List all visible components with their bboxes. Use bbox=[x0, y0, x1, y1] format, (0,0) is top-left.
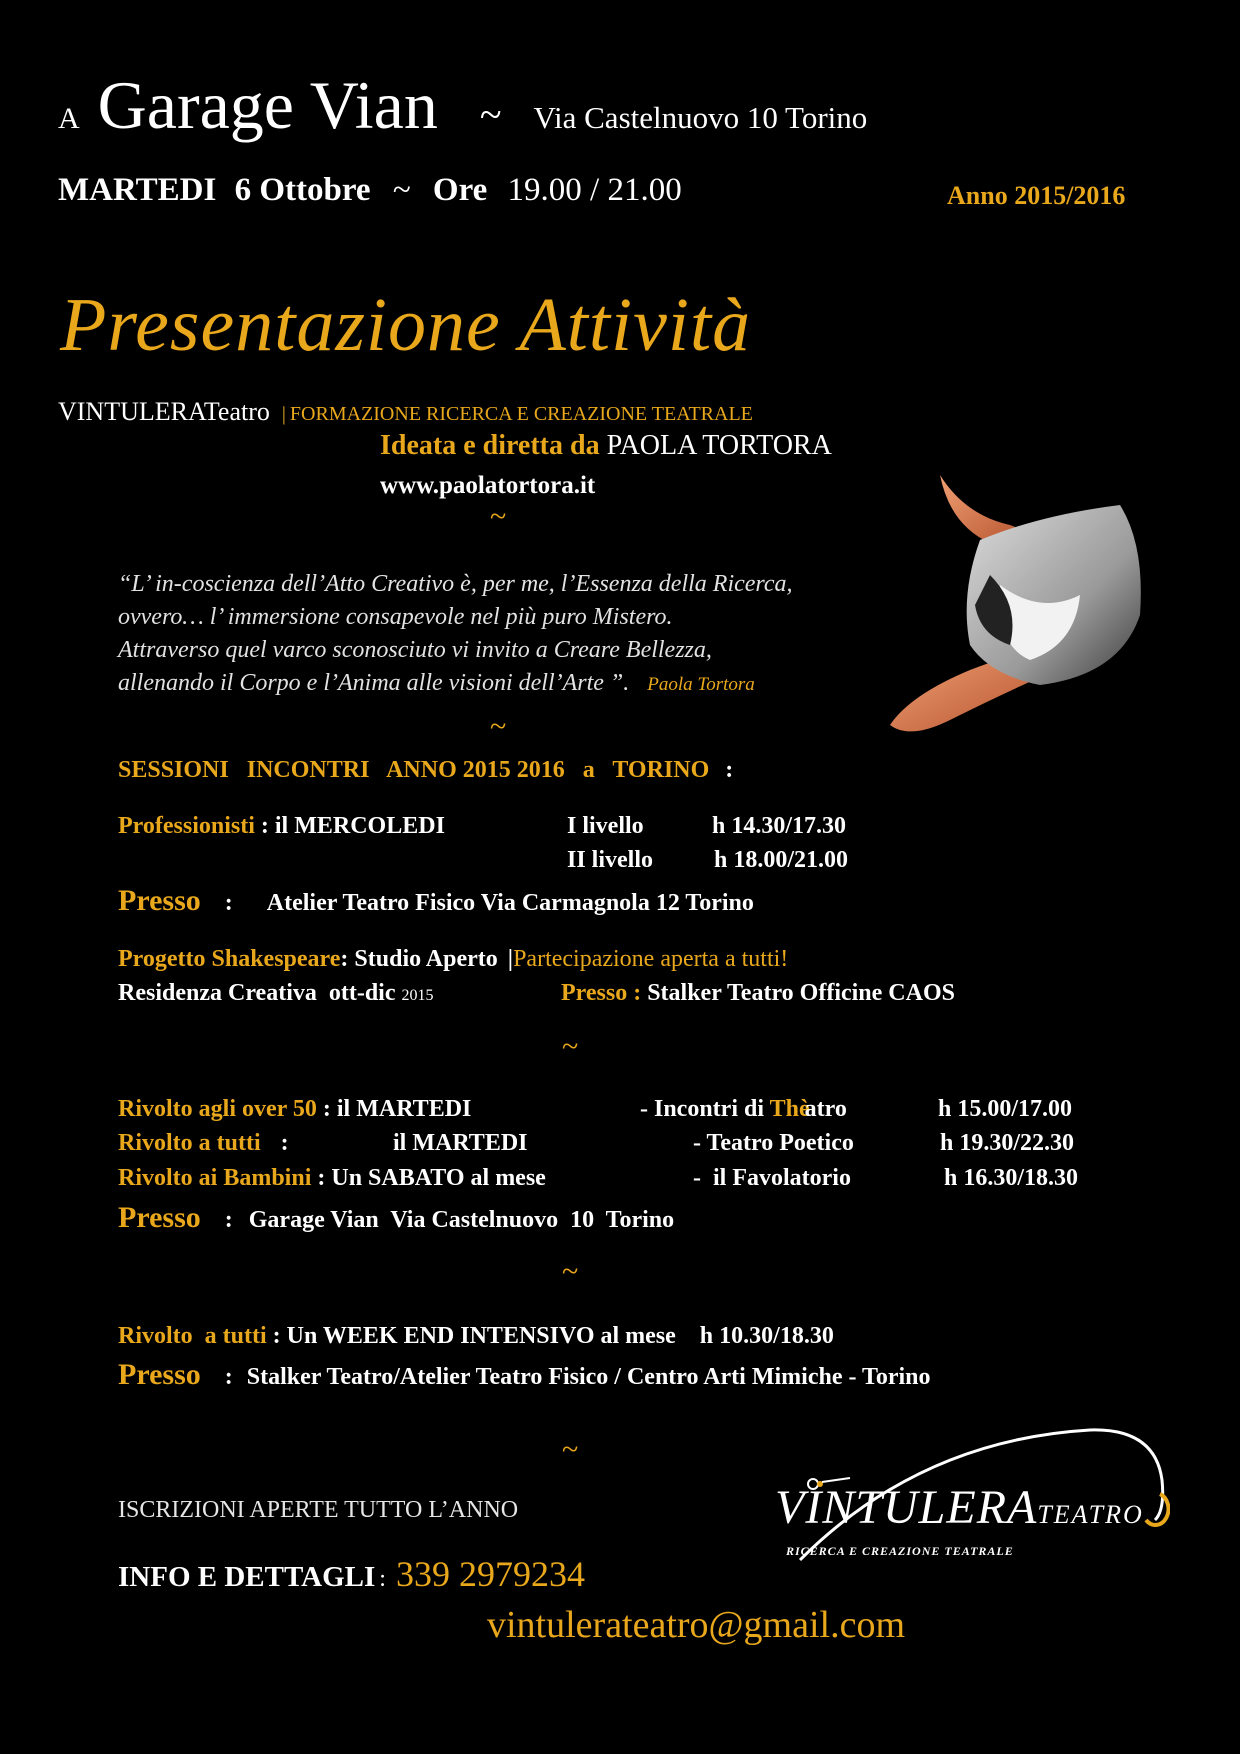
residence-presso bbox=[561, 980, 955, 1007]
professionals-colon: : bbox=[260, 813, 269, 839]
presso-2 bbox=[118, 1201, 674, 1235]
separator-2: ~ bbox=[490, 710, 507, 743]
venue-line bbox=[58, 66, 868, 143]
quote-line-1: “L’ in-coscienza dell’Atto Creativo è, per me, l’Essenza della Ricerca, bbox=[118, 571, 793, 597]
director-line bbox=[380, 430, 832, 462]
logo-suffix: TEATRO bbox=[1037, 1500, 1144, 1529]
shakespeare-text: Studio Aperto bbox=[354, 946, 498, 972]
residence-row bbox=[118, 980, 434, 1007]
weekend-colon: : bbox=[272, 1323, 281, 1349]
weekend-row bbox=[118, 1323, 834, 1350]
bambini-time: h 16.30/18.30 bbox=[944, 1165, 1079, 1191]
email-link[interactable]: vintulerateatro@gmail.com bbox=[487, 1604, 906, 1646]
presso-3 bbox=[118, 1358, 931, 1392]
tutti-label: Rivolto a tutti bbox=[118, 1130, 261, 1156]
professionals-day: il MERCOLEDI bbox=[274, 813, 445, 839]
presso-2-label: Presso bbox=[118, 1201, 201, 1234]
weekend-text: Un WEEK END INTENSIVO al mese bbox=[286, 1323, 676, 1349]
presso-2-place: Garage Vian Via Castelnuovo 10 Torino bbox=[248, 1207, 675, 1233]
presso-1-place: Atelier Teatro Fisico Via Carmagnola 12 Torino bbox=[266, 890, 754, 916]
shakespeare-open: Partecipazione aperta a tutti! bbox=[513, 946, 789, 972]
quote-block bbox=[118, 568, 793, 701]
director-name: PAOLA TORTORA bbox=[606, 430, 832, 461]
tutti-row bbox=[118, 1130, 289, 1157]
weekend-time: h 10.30/18.30 bbox=[699, 1323, 834, 1349]
sessions-heading-wrap bbox=[118, 757, 733, 784]
professionals-level2: II livello bbox=[567, 847, 654, 873]
date-line bbox=[58, 172, 682, 209]
event-time: 19.00 / 21.00 bbox=[507, 172, 682, 208]
tutti-activity: - Teatro Poetico bbox=[693, 1130, 854, 1156]
date-sep: ~ bbox=[392, 172, 411, 208]
separator-5: ~ bbox=[562, 1433, 579, 1466]
logo-sub: RICERCA E CREAZIONE TEATRALE bbox=[786, 1544, 1014, 1558]
venue-sep: ~ bbox=[479, 92, 502, 137]
logo-main: VINTULERA bbox=[775, 1481, 1038, 1534]
professionals-time1: h 14.30/17.30 bbox=[712, 813, 847, 839]
professionals-time2: h 18.00/21.00 bbox=[714, 847, 849, 873]
venue-prefix: A bbox=[58, 102, 80, 135]
shakespeare-pipe: | bbox=[507, 946, 514, 972]
professionals-label: Professionisti bbox=[118, 813, 255, 839]
info-colon: : bbox=[379, 1566, 386, 1592]
presso-3-colon: : bbox=[224, 1364, 233, 1390]
info-label: INFO E DETTAGLI bbox=[118, 1561, 376, 1593]
professionals-level1: I livello bbox=[567, 813, 644, 839]
over50-row bbox=[118, 1096, 471, 1123]
bambini-colon: : bbox=[317, 1165, 326, 1191]
quote-line-4: allenando il Corpo e l’Anima alle visioni dell’Arte ”. bbox=[118, 670, 630, 696]
logo-o-ring bbox=[1140, 1490, 1170, 1530]
logo bbox=[775, 1480, 1144, 1535]
company-pipe: | bbox=[281, 403, 286, 425]
over50-colon: : bbox=[322, 1096, 331, 1122]
quote-line-4-wrap bbox=[118, 667, 793, 701]
over50-activity-post: atro bbox=[804, 1096, 847, 1122]
bambini-day: Un SABATO al mese bbox=[331, 1165, 546, 1191]
over50-day: il MARTEDI bbox=[336, 1096, 472, 1122]
weekend-label: Rivolto a tutti bbox=[118, 1323, 267, 1349]
residence-place: Stalker Teatro Officine CAOS bbox=[647, 980, 955, 1006]
quote-line-3: Attraverso quel varco sconosciuto vi invito a Creare Bellezza, bbox=[118, 637, 712, 663]
season-year: Anno 2015/2016 bbox=[947, 181, 1126, 210]
company-name: VINTULERATeatro bbox=[58, 397, 270, 426]
hand-image bbox=[870, 445, 1170, 765]
bambini-activity: - il Favolatorio bbox=[693, 1165, 851, 1191]
quote-author: Paola Tortora bbox=[647, 674, 755, 695]
company-tagline: FORMAZIONE RICERCA E CREAZIONE TEATRALE bbox=[289, 403, 753, 425]
bambini-row bbox=[118, 1165, 546, 1192]
venue-address: Via Castelnuovo 10 Torino bbox=[533, 100, 868, 135]
presso-3-place: Stalker Teatro/Atelier Teatro Fisico / Centro Arti Mimiche - Torino bbox=[246, 1364, 931, 1390]
separator-1: ~ bbox=[490, 500, 507, 533]
presso-1-colon: : bbox=[224, 890, 233, 916]
presso-2-colon: : bbox=[224, 1207, 233, 1233]
ore-label: Ore bbox=[432, 172, 488, 208]
shakespeare-row bbox=[118, 946, 788, 973]
phone-number[interactable]: 339 2979234 bbox=[395, 1554, 585, 1594]
sessions-heading: SESSIONI INCONTRI ANNO 2015 2016 a TORINO bbox=[118, 757, 710, 783]
residence-presso-label: Presso : bbox=[561, 980, 642, 1006]
page-title: Presentazione Attività bbox=[60, 283, 752, 367]
company-line bbox=[58, 397, 753, 427]
over50-activity-hi: Thè bbox=[769, 1096, 810, 1122]
info-row bbox=[118, 1553, 585, 1595]
event-date: 6 Ottobre bbox=[234, 172, 371, 208]
event-day: MARTEDI bbox=[58, 172, 217, 208]
residence-year: 2015 bbox=[401, 987, 434, 1004]
enroll-text: ISCRIZIONI APERTE TUTTO L’ANNO bbox=[118, 1497, 519, 1523]
tutti-day: il MARTEDI bbox=[393, 1130, 528, 1156]
shakespeare-label: Progetto Shakespeare bbox=[118, 946, 341, 972]
over50-activity-pre: - Incontri di bbox=[640, 1096, 765, 1122]
over50-activity bbox=[640, 1096, 847, 1123]
presso-1 bbox=[118, 884, 754, 918]
venue-name: Garage Vian bbox=[97, 67, 438, 143]
directed-label: Ideata e diretta da bbox=[380, 430, 600, 461]
tutti-time: h 19.30/22.30 bbox=[940, 1130, 1075, 1156]
tutti-colon: : bbox=[280, 1130, 289, 1156]
presso-3-label: Presso bbox=[118, 1358, 201, 1391]
residence-text: Residenza Creativa ott-dic bbox=[118, 980, 396, 1006]
professionals-row bbox=[118, 813, 445, 840]
separator-4: ~ bbox=[562, 1255, 579, 1288]
quote-line-2: ovvero… l’ immersione consapevole nel più puro Mistero. bbox=[118, 604, 673, 630]
shakespeare-colon: : bbox=[340, 946, 349, 972]
bambini-label: Rivolto ai Bambini bbox=[118, 1165, 312, 1191]
sessions-heading-colon: : bbox=[725, 757, 734, 783]
over50-time: h 15.00/17.00 bbox=[938, 1096, 1073, 1122]
presso-1-label: Presso bbox=[118, 884, 201, 917]
website-link[interactable]: www.paolatortora.it bbox=[380, 472, 596, 499]
separator-3: ~ bbox=[562, 1030, 579, 1063]
over50-label: Rivolto agli over 50 bbox=[118, 1096, 317, 1122]
